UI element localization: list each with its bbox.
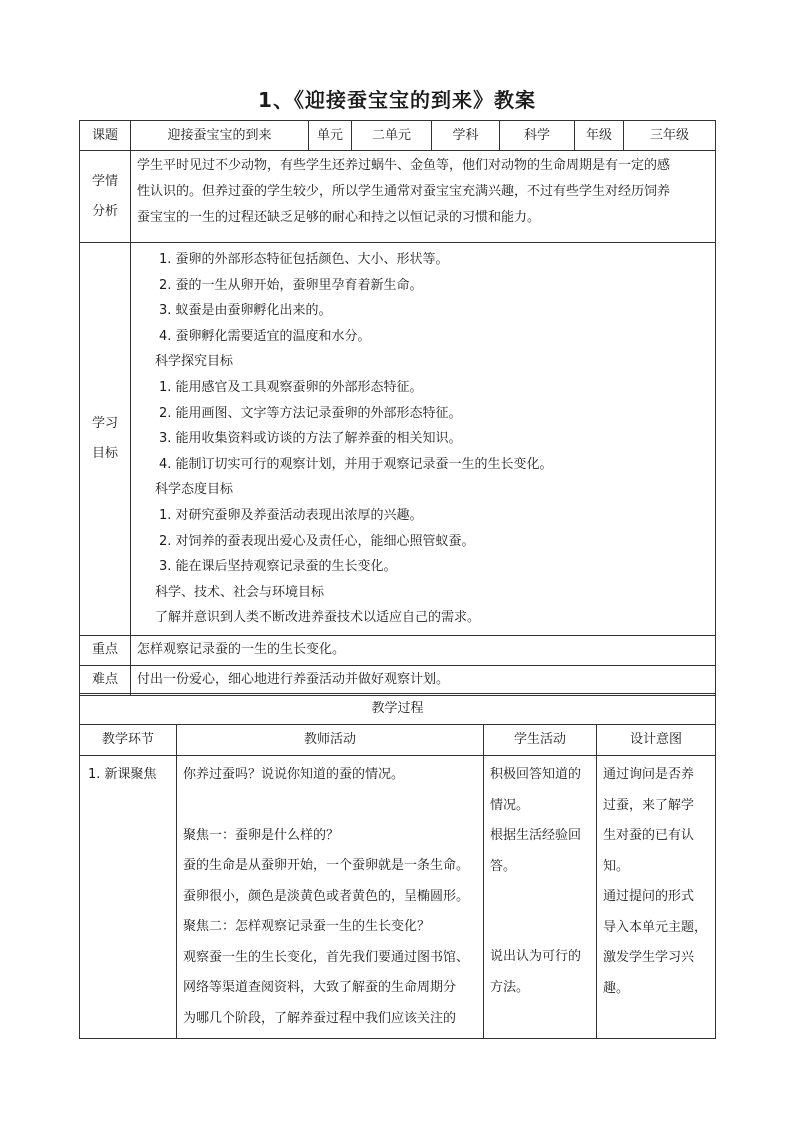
student-activity-cell: 积极回答知道的 情况。 根据生活经验回 答。 说出认为可行的 方法。 [484, 756, 597, 1039]
stage-cell: 1. 新课聚焦 [80, 756, 177, 1039]
goals-text [131, 243, 716, 636]
design-intent-cell: 通过询问是否养 过蚕，来了解学 生对蚕的已有认 知。 通过提问的形式 导入本单元主题， 激发学生学习兴 趣。 [597, 756, 716, 1039]
unit-value: 二单元 [352, 121, 432, 151]
knowledge-item: 1. 蚕卵的外部形态特征包括颜色、大小、形状等。 [159, 252, 449, 267]
col-design: 设计意图 [597, 725, 716, 756]
knowledge-item: 4. 蚕卵孵化需要适宜的温度和水分。 [159, 328, 371, 344]
attitude-item: 1. 对研究蚕卵及养蚕活动表现出浓厚的兴趣。 [159, 507, 423, 523]
key-point-row [80, 635, 716, 665]
knowledge-item: 2. 蚕的一生从卵开始，蚕卵里孕育着新生命。 [159, 277, 423, 293]
attitude-item: 3. 能在课后坚持观察记录蚕的生长变化。 [159, 559, 397, 575]
process-heading-row [80, 694, 716, 725]
difficulty-value: 付出一份爱心，细心地进行养蚕活动并做好观察计划。 [131, 665, 716, 695]
inquiry-item: 2. 能用画图、文字等方法记录蚕卵的外部形态特征。 [159, 405, 462, 421]
analysis-text: 学生平时见过不少动物，有些学生还养过蜗牛、金鱼等，他们对动物的生命周期是有一定的感 性认识的。但养过蚕的学生较少，所以学生通常对蚕宝宝充满兴趣，不过有些学生对经历饲养 蚕宝宝的一生的过程还缺乏足够的耐心和持之以恒记录的习惯和能力。 [131, 151, 716, 243]
inquiry-item: 4. 能制订切实可行的观察计划，并用于观察记录蚕一生的生长变化。 [159, 456, 553, 472]
teaching-process-table [79, 693, 716, 1039]
lesson-info-table [79, 120, 716, 696]
topic-label: 课题 [80, 121, 131, 151]
inquiry-item: 3. 能用收集资料或访谈的方法了解养蚕的相关知识。 [159, 431, 462, 447]
grade-label: 年级 [575, 121, 624, 151]
difficulty-row [80, 665, 716, 695]
unit-label: 单元 [309, 121, 352, 151]
goals-row [80, 243, 716, 636]
knowledge-item: 3. 蚁蚕是由蚕卵孵化出来的。 [159, 303, 332, 319]
analysis-row [80, 151, 716, 243]
col-teacher: 教师活动 [177, 725, 484, 756]
subject-label: 学科 [432, 121, 500, 151]
document-title: 1、《迎接蚕宝宝的到来》教案 [258, 88, 536, 112]
grade-value: 三年级 [624, 121, 716, 151]
key-point-label: 重点 [80, 635, 131, 665]
society-heading: 科学、技术、社会与环境目标 [155, 584, 325, 600]
process-header-row [80, 725, 716, 756]
col-stage: 教学环节 [80, 725, 177, 756]
teacher-activity-cell: 你养过蚕吗？说说你知道的蚕的情况。 聚焦一：蚕卵是什么样的？ 蚕的生命是从蚕卵开始，一个蚕卵就是一条生命。 蚕卵很小，颜色是淡黄色或者黄色的，呈椭圆形。 聚焦二：怎样观察记录蚕一生的生长变化？ 观察蚕一生的生长变化，首先我们要通过图书馆、 网络等渠道查阅资料，大致了解蚕的生命周期分 为哪几个阶段，了解养蚕过程中我们应该关注的 [177, 756, 484, 1039]
info-row [80, 121, 716, 151]
analysis-label: 学情 分析 [80, 151, 131, 243]
process-row [80, 756, 716, 1039]
difficulty-label: 难点 [80, 665, 131, 695]
subject-value: 科学 [500, 121, 575, 151]
society-item: 了解并意识到人类不断改进养蚕技术以适应自己的需求。 [155, 610, 481, 626]
col-student: 学生活动 [484, 725, 597, 756]
inquiry-item: 1. 能用感官及工具观察蚕卵的外部形态特征。 [159, 379, 423, 395]
inquiry-heading: 科学探究目标 [155, 354, 234, 370]
attitude-item: 2. 对饲养的蚕表现出爱心及责任心，能细心照管蚁蚕。 [159, 533, 475, 549]
attitude-heading: 科学态度目标 [155, 482, 234, 498]
process-heading: 教学过程 [80, 694, 716, 725]
key-point-value: 怎样观察记录蚕的一生的生长变化。 [131, 635, 716, 665]
topic-value: 迎接蚕宝宝的到来 [131, 121, 309, 151]
goals-label: 学习 目标 [80, 243, 131, 636]
